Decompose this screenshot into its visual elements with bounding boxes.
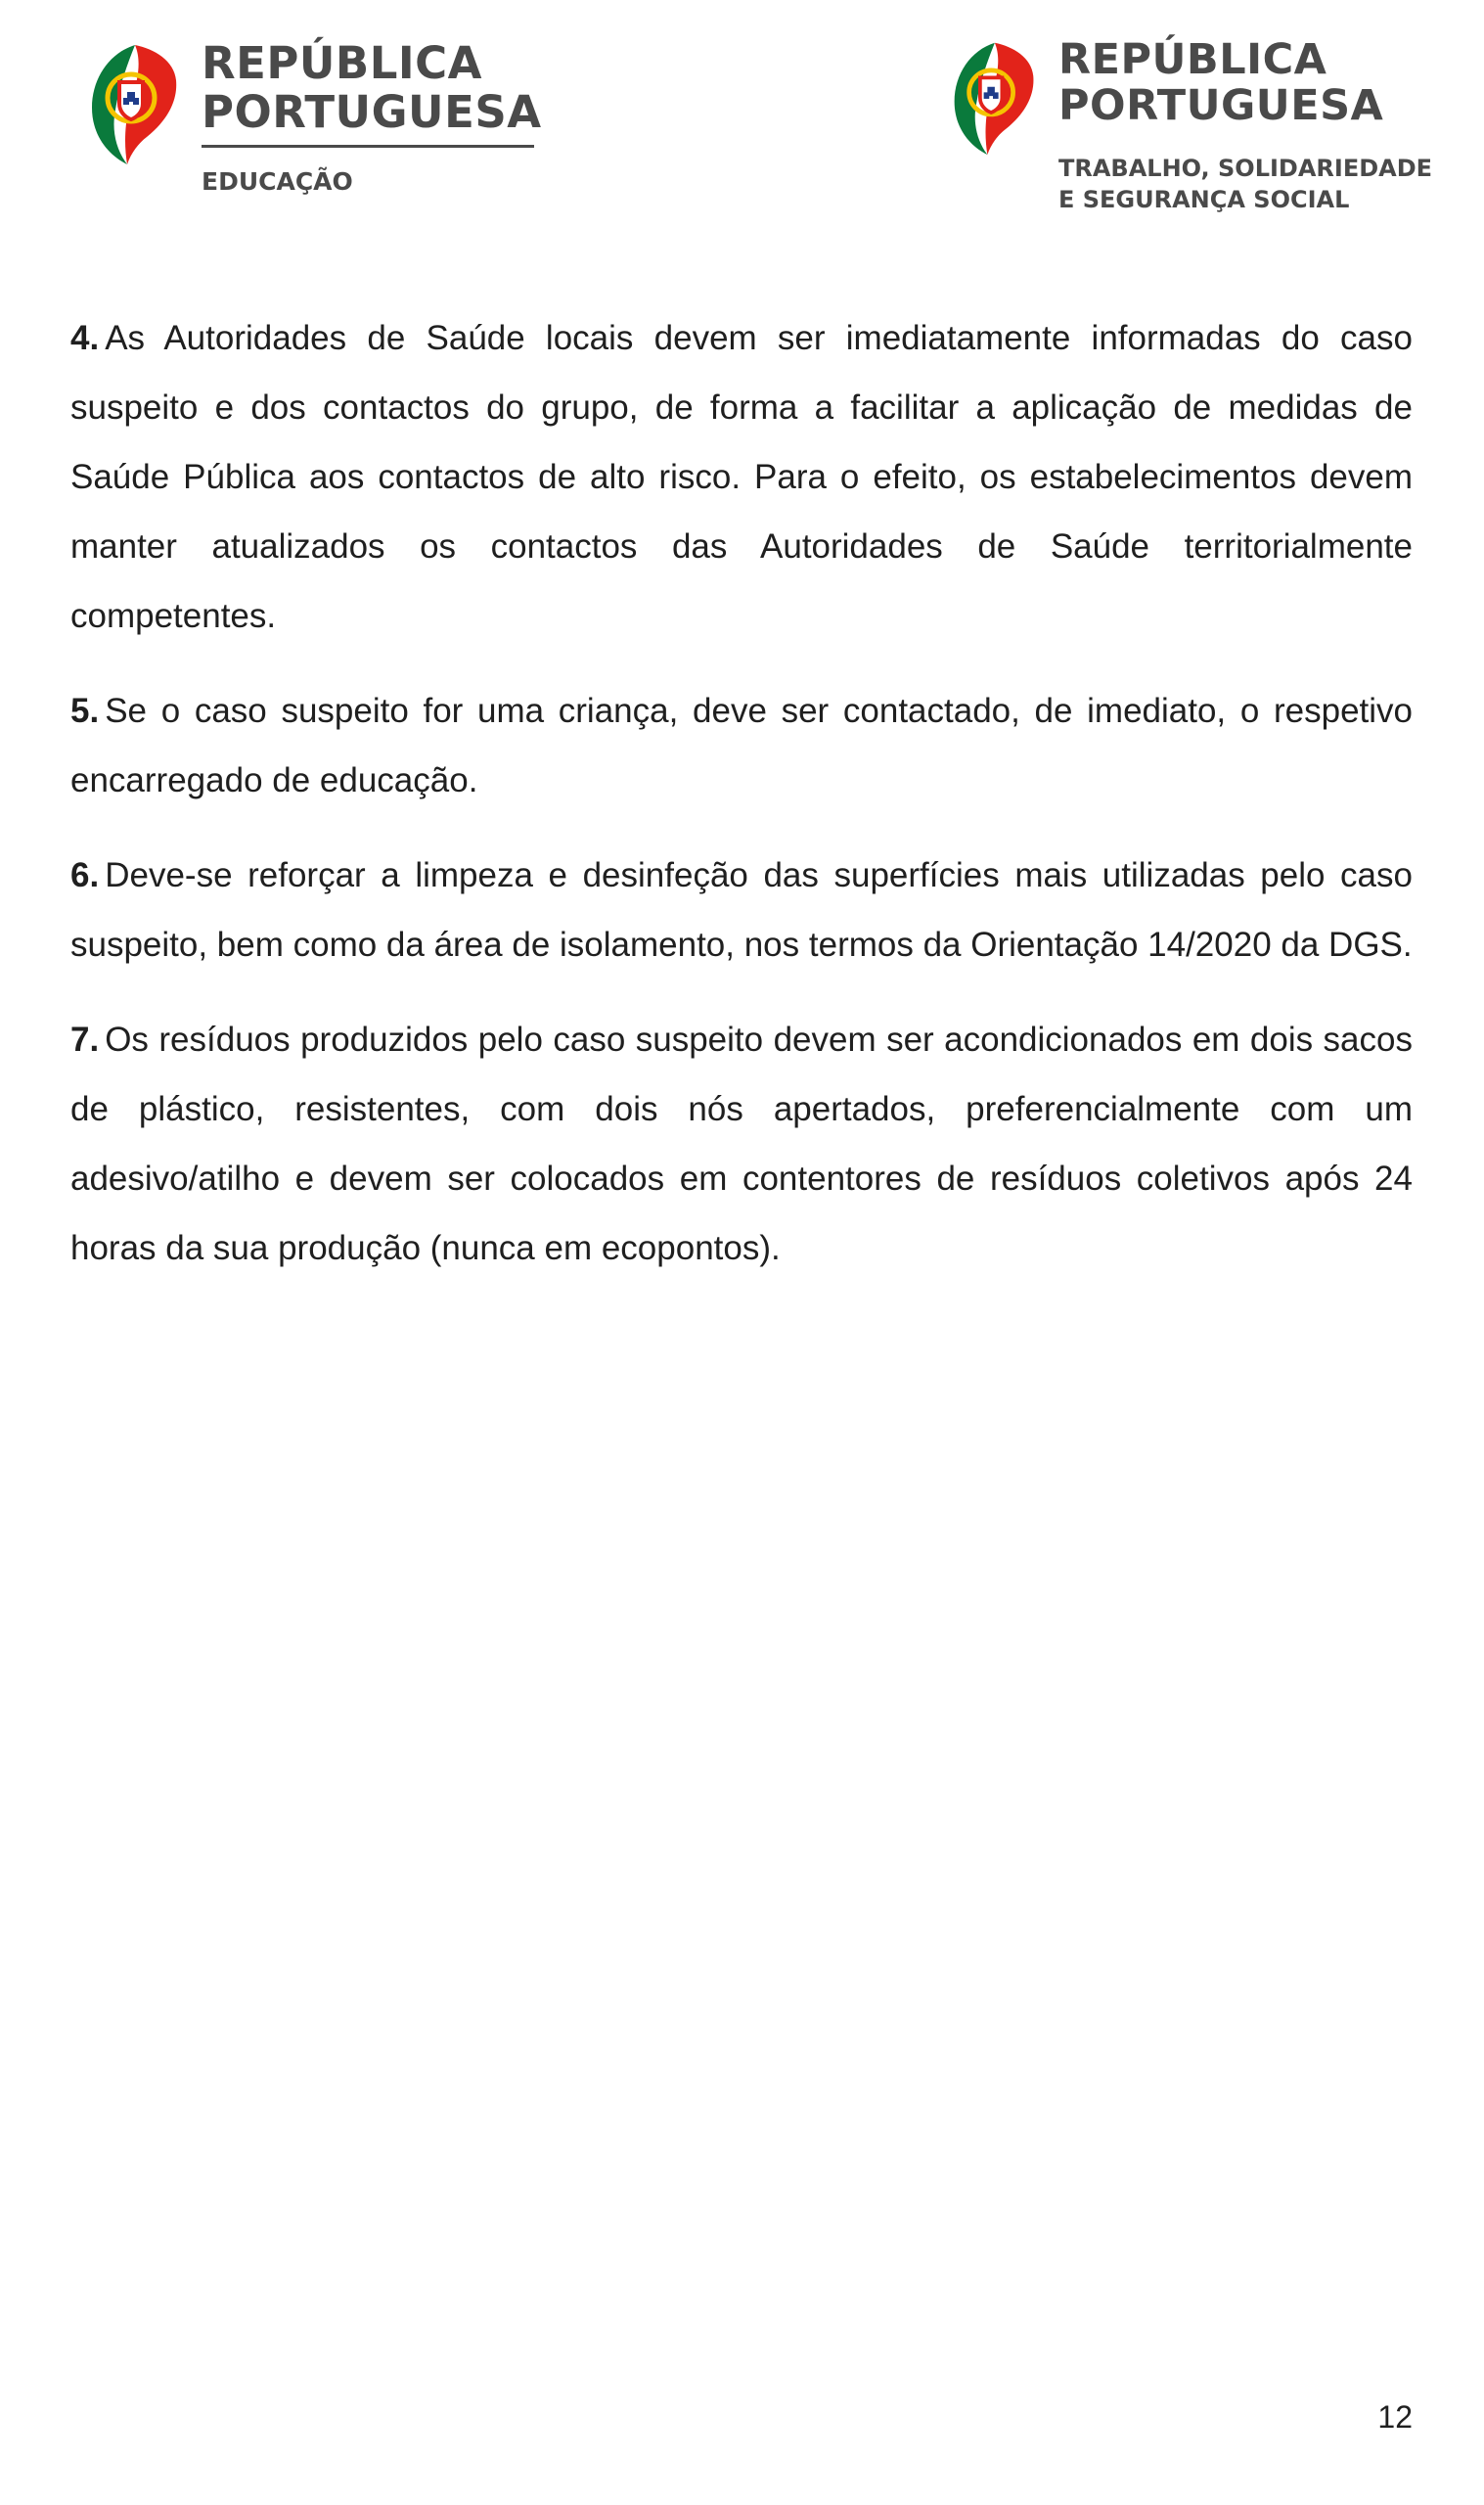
logo-left-department: EDUCAÇÃO xyxy=(202,167,353,196)
paragraph-number: 7. xyxy=(70,1021,100,1059)
paragraph-text: Se o caso suspeito for uma criança, deve ser contactado, de imediato, o respetivo encarregado de educação. xyxy=(70,692,1413,799)
logo-republica-portuguesa-educacao xyxy=(86,39,542,197)
logo-right-department-line1: TRABALHO, SOLIDARIEDADE xyxy=(1058,155,1433,182)
portuguese-emblem-icon xyxy=(86,39,180,168)
logo-republica-portuguesa-trabalho xyxy=(949,37,1432,215)
page-number: 12 xyxy=(1377,2399,1413,2435)
paragraph-5 xyxy=(70,676,1413,815)
logo-right-title-line2: PORTUGUESA xyxy=(1058,81,1384,130)
portuguese-emblem-icon xyxy=(949,37,1037,159)
logo-right-title-line1: REPÚBLICA xyxy=(1058,35,1327,84)
paragraph-number: 5. xyxy=(70,692,100,730)
logo-left-title-line1: REPÚBLICA xyxy=(202,37,482,89)
paragraph-text: Os resíduos produzidos pelo caso suspeito devem ser acondicionados em dois sacos de plástico, resistentes, com dois nós apertados, preferencialmente com um adesivo/atilho e devem ser colocados em contentores de resíduos coletivos após 24 horas da sua produção (nunca em ecopontos). xyxy=(70,1021,1413,1267)
paragraph-6 xyxy=(70,841,1413,979)
logo-right-department-line2: E SEGURANÇA SOCIAL xyxy=(1058,186,1350,213)
paragraph-text: As Autoridades de Saúde locais devem ser imediatamente informadas do caso suspeito e dos contactos do grupo, de forma a facilitar a aplicação de medidas de Saúde Pública aos contactos de alto risco. Para o efeito, os estabelecimentos devem manter atualizados os contactos das Autoridades de Saúde territorialmente competentes. xyxy=(70,319,1413,635)
paragraph-number: 6. xyxy=(70,856,100,894)
paragraph-7 xyxy=(70,1005,1413,1283)
paragraph-number: 4. xyxy=(70,319,100,357)
logo-left-divider xyxy=(202,145,534,148)
paragraph-text: Deve-se reforçar a limpeza e desinfeção das superfícies mais utilizadas pelo caso suspeito, bem como da área de isolamento, nos termos da Orientação 14/2020 da DGS. xyxy=(70,856,1413,964)
document-body xyxy=(70,303,1413,1308)
logo-left-title-line2: PORTUGUESA xyxy=(202,86,542,138)
paragraph-4 xyxy=(70,303,1413,651)
